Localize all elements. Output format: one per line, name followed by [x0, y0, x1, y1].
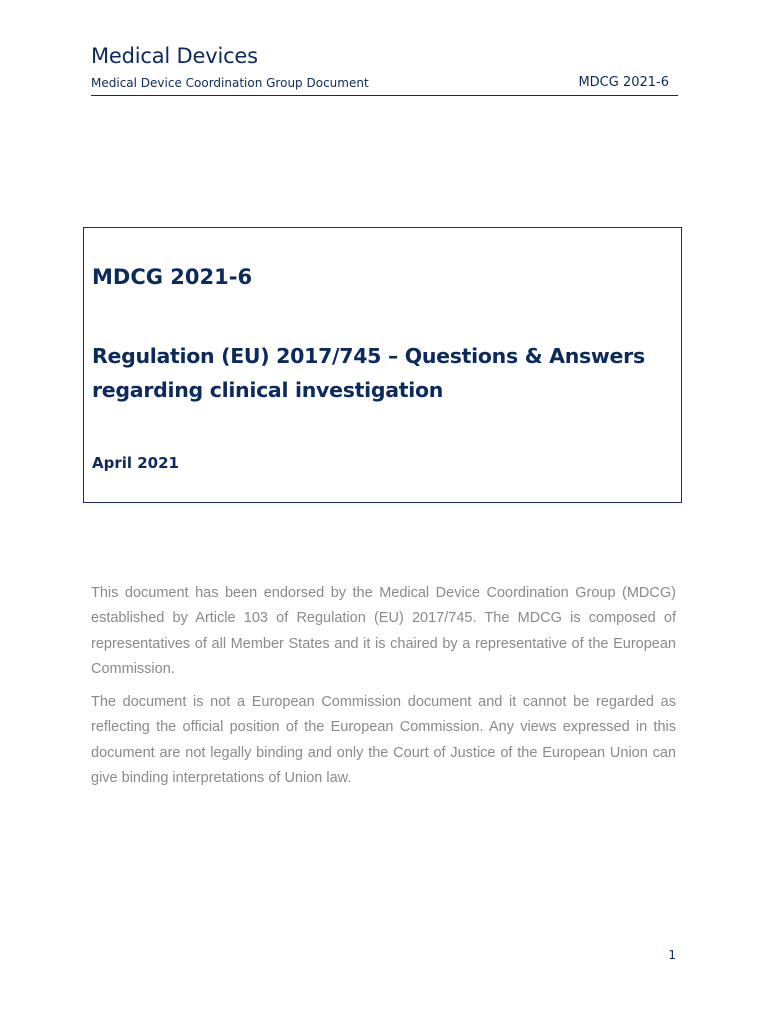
header-title: Medical Devices [91, 44, 258, 68]
document-title: Regulation (EU) 2017/745 – Questions & Answers regarding clinical investigation [92, 344, 645, 402]
page-number: 1 [668, 948, 676, 962]
header-document-code: MDCG 2021-6 [578, 75, 669, 90]
document-code: MDCG 2021-6 [92, 265, 253, 289]
endorsement-paragraph: This document has been endorsed by the Medical Device Coordination Group (MDCG) established by Article 103 of Regulation (EU) 2017/745. The MDCG is composed of representatives of all Member States and it is chaired by a representative of the European Commission. [91, 585, 676, 677]
header-divider [91, 95, 678, 96]
header-subtitle: Medical Device Coordination Group Document [91, 76, 369, 90]
document-date: April 2021 [92, 454, 179, 472]
title-box [83, 227, 682, 503]
disclaimer-paragraph: The document is not a European Commission document and it cannot be regarded as reflecting the official position of the European Commission. Any views expressed in this document are not legally binding and only the Court of Justice of the European Union can give binding interpretations of Union law. [91, 694, 676, 786]
